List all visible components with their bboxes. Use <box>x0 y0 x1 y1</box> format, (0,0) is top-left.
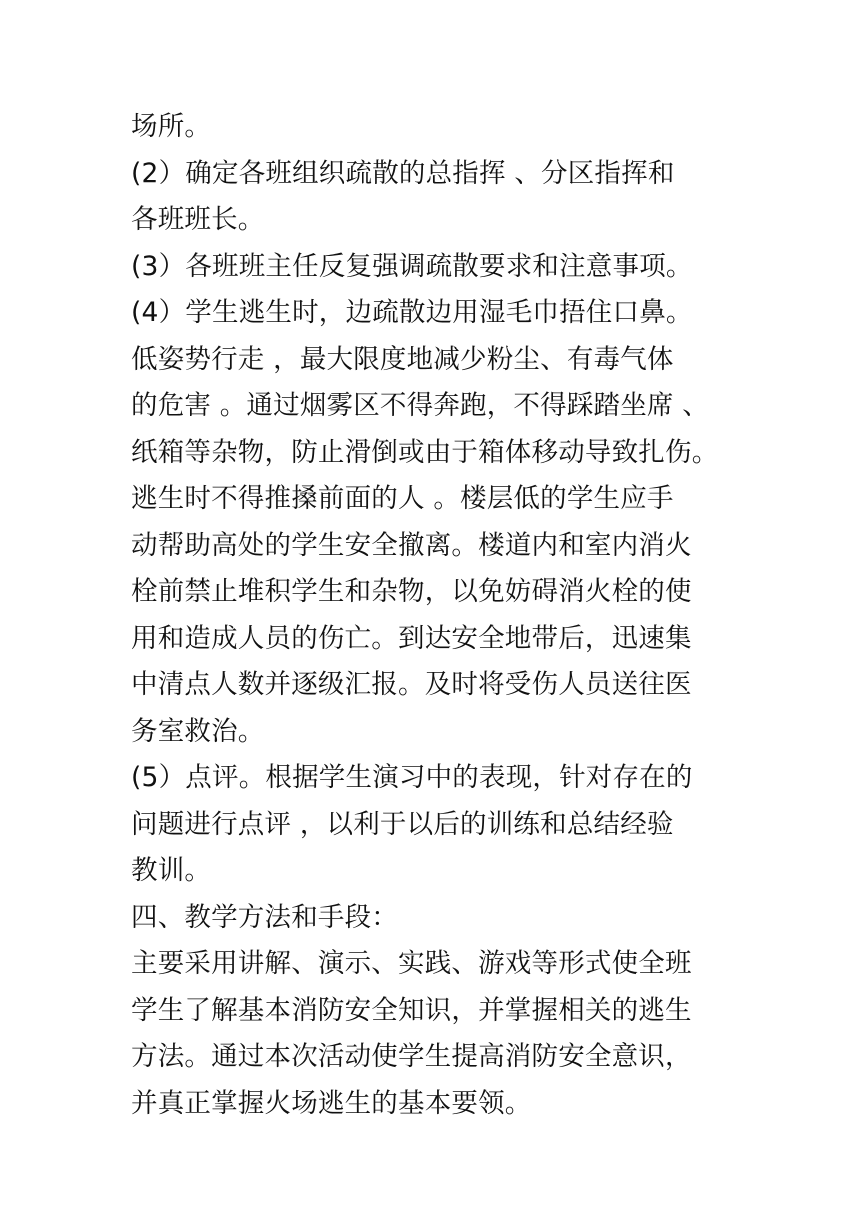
text-line: 方法。通过本次活动使学生提高消防安全意识， <box>131 1041 692 1072</box>
text-line: 各班班长。 <box>131 204 265 235</box>
text-line: 逃生时不得推搡前面的人 。楼层低的学生应手 <box>131 483 674 514</box>
text-line: 的危害 。通过烟雾区不得奔跑，不得踩踏坐席 、 <box>131 390 709 421</box>
body-text <box>131 104 741 1127</box>
text-line: 低姿势行走 ，最大限度地减少粉尘、有毒气体 <box>131 343 674 375</box>
text-line: 主要采用讲解、演示、实践、游戏等形式使全班 <box>131 948 692 979</box>
text-line: 并真正掌握火场逃生的基本要领。 <box>131 1087 532 1119</box>
section-heading: 四、教学方法和手段： <box>131 901 398 933</box>
text-line: 务室救治。 <box>131 715 265 747</box>
text-line: 中清点人数并逐级汇报。及时将受伤人员送往医 <box>131 669 692 700</box>
text-line: 场所。 <box>131 111 212 142</box>
text-line: 纸箱等杂物，防止滑倒或由于箱体移动导致扎伤。 <box>131 436 719 468</box>
text-line: (2）确定各班组织疏散的总指挥 、分区指挥和 <box>131 157 675 189</box>
text-line: (4）学生逃生时，边疏散边用湿毛巾捂住口鼻。 <box>131 297 693 328</box>
text-line: (3）各班班主任反复强调疏散要求和注意事项。 <box>131 250 693 282</box>
text-line: (5）点评。根据学生演习中的表现，针对存在的 <box>131 762 693 793</box>
text-line: 用和造成人员的伤亡。到达安全地带后，迅速集 <box>131 622 692 654</box>
text-line: 学生了解基本消防安全知识，并掌握相关的逃生 <box>131 994 692 1026</box>
text-line: 动帮助高处的学生安全撤离。楼道内和室内消火 <box>131 529 692 561</box>
text-line: 问题进行点评 ，以利于以后的训练和总结经验 <box>131 808 674 840</box>
text-line: 教训。 <box>131 855 212 886</box>
text-line: 栓前禁止堆积学生和杂物，以免妨碍消火栓的使 <box>131 576 692 607</box>
